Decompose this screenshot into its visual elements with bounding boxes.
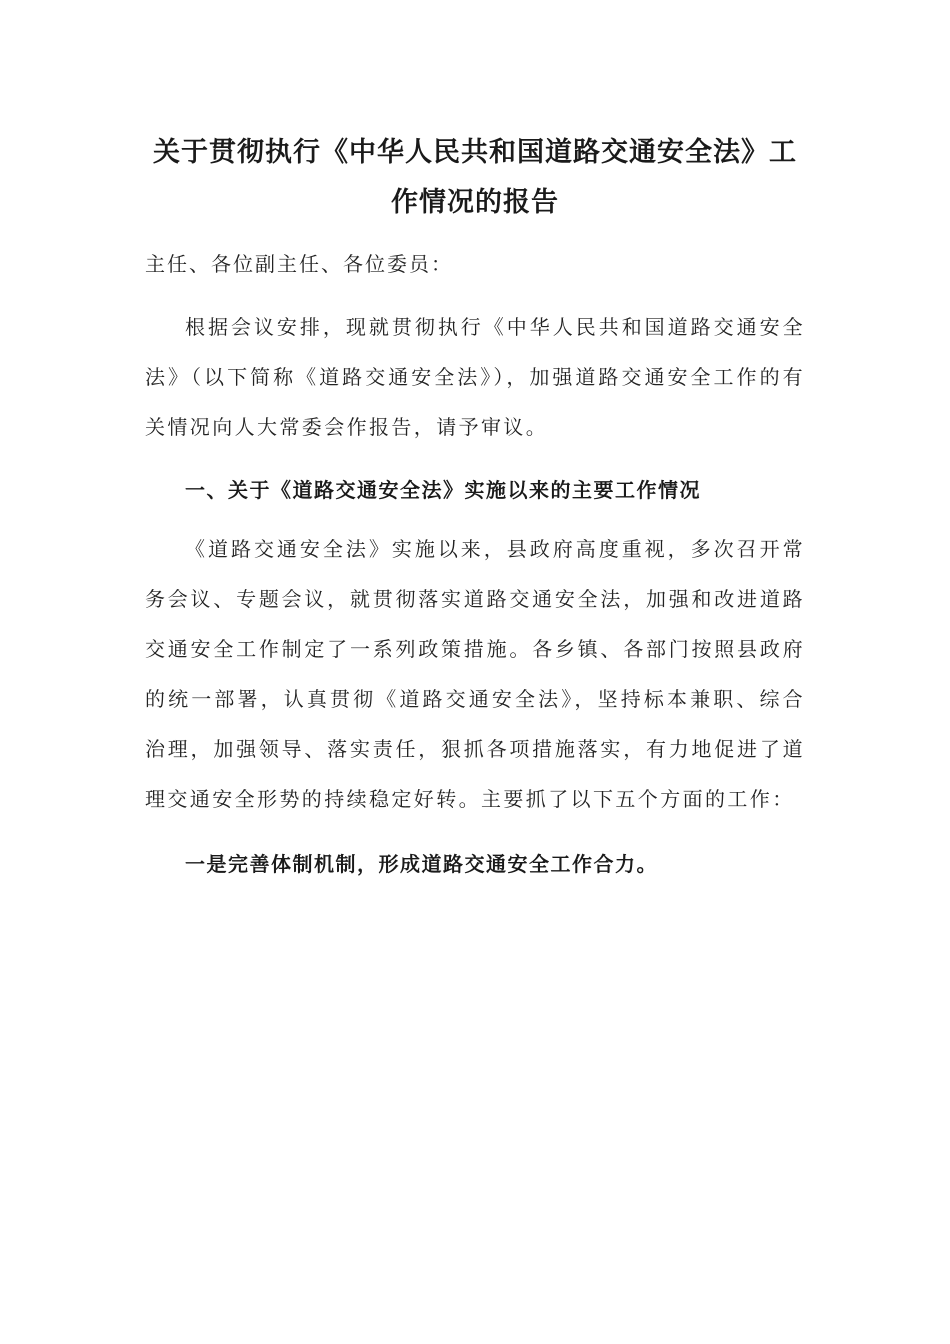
salutation: 主任、各位副主任、各位委员：: [145, 252, 453, 276]
point-heading-1: 一是完善体制机制，形成道路交通安全工作合力。: [185, 852, 658, 876]
document-title: 关于贯彻执行《中华人民共和国道路交通安全法》工作情况的报告: [153, 137, 797, 218]
section-heading-1: 一、关于《道路交通安全法》实施以来的主要工作情况: [185, 478, 701, 502]
intro-paragraph: 根据会议安排，现就贯彻执行《中华人民共和国道路交通安全法》（以下简称《道路交通安全法》），加强道路交通安全工作的有关情况向人大常委会作报告，请予审议。: [145, 315, 805, 439]
section-1-paragraph: 《道路交通安全法》实施以来，县政府高度重视，多次召开常务会议、专题会议，就贯彻落实道路交通安全法，加强和改进道路交通安全工作制定了一系列政策措施。各乡镇、各部门按照县政府的统一部署，认真贯彻《道路交通安全法》，坚持标本兼职、综合治理，加强领导、落实责任，狠抓各项措施落实，有力地促进了道理交通安全形势的持续稳定好转。主要抓了以下五个方面的工作：: [145, 537, 805, 811]
